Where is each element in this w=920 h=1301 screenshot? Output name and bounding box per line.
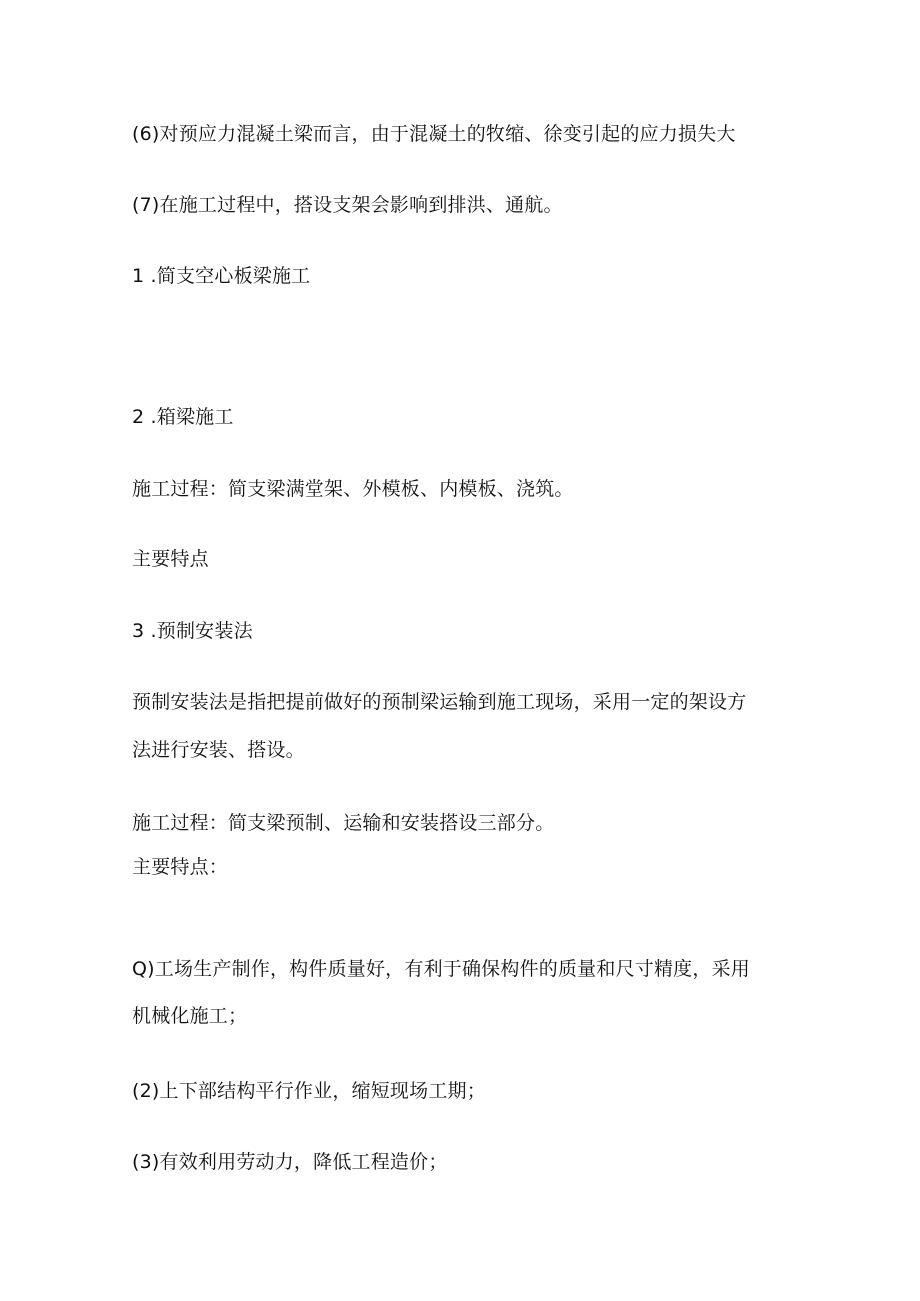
text-line-features-2: 主要特点：: [132, 856, 229, 878]
text-line-features-1: 主要特点: [132, 548, 209, 570]
list-item-1-line-1: Q)工场生产制作，构件质量好，有利于确保构件的质量和尺寸精度，采用: [132, 958, 750, 980]
text-line-item-7: (7)在施工过程中，搭设支架会影响到排洪、通航。: [132, 194, 563, 216]
list-item-1-line-2: 机械化施工；: [132, 1005, 248, 1027]
text-line-item-6: (6)对预应力混凝土梁而言，由于混凝土的牧缩、徐变引起的应力损失大: [132, 123, 736, 145]
paragraph-line-2: 法进行安装、搭设。: [132, 739, 305, 761]
list-item-2: (2)上下部结构平行作业，缩短现场工期；: [132, 1080, 486, 1102]
list-item-3: (3)有效利用劳动力，降低工程造价；: [132, 1151, 448, 1173]
text-line-process-2: 施工过程：简支梁预制、运输和安装搭设三部分。: [132, 812, 555, 834]
heading-section-2: 2 .箱梁施工: [132, 406, 234, 428]
heading-section-1: 1 .简支空心板梁施工: [132, 265, 311, 287]
text-line-process-1: 施工过程：简支梁满堂架、外模板、内模板、浇筑。: [132, 478, 574, 500]
paragraph-line-1: 预制安装法是指把提前做好的预制梁运输到施工现场，采用一定的架设方: [132, 691, 747, 713]
heading-section-3: 3 .预制安装法: [132, 620, 253, 642]
